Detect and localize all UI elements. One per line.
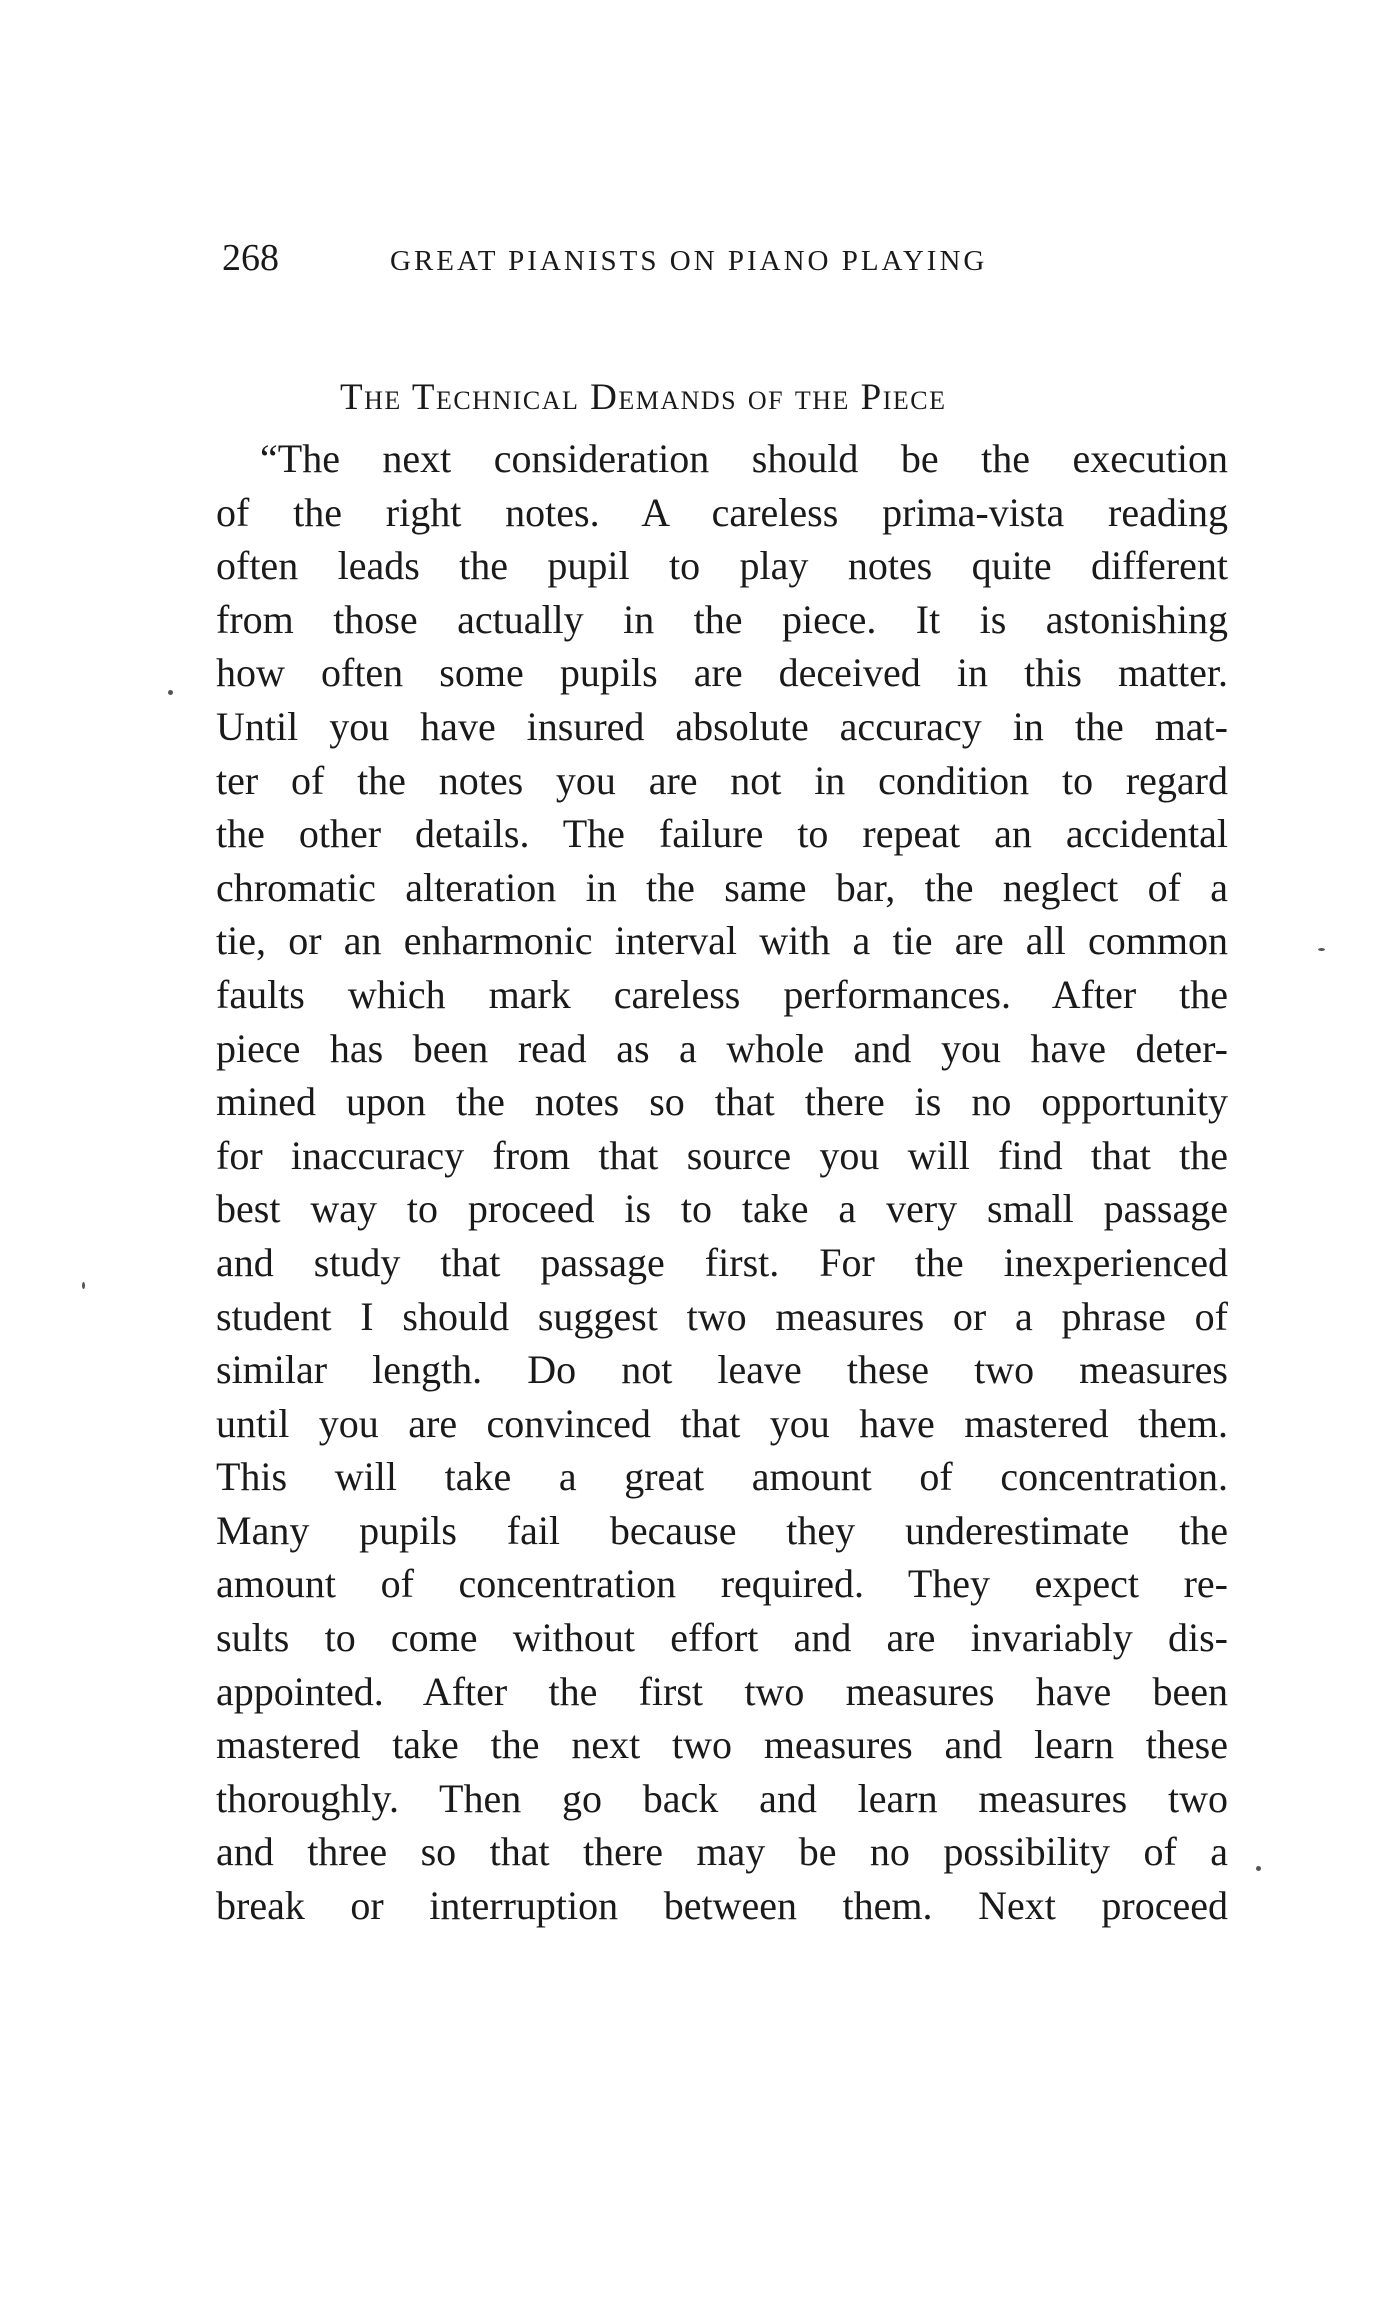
page-number: 268 [222,237,279,279]
body-line: and study that passage first. For the inexperienced [216,1239,1228,1285]
body-line: “The next consideration should be the execution [260,436,1228,481]
body-line: of the right notes. A careless prima-vista reading [216,489,1228,535]
body-line: and three so that there may be no possibility of a [216,1829,1228,1875]
body-line: faults which mark careless performances. After the [216,971,1228,1017]
body-line: how often some pupils are deceived in this matter. [216,650,1228,696]
body-line: Many pupils fail because they underestimate the [216,1507,1228,1553]
body-line: student I should suggest two measures or a phrase of [216,1293,1228,1339]
body-line: amount of concentration required. They expect re- [216,1561,1228,1607]
body-line: chromatic alteration in the same bar, the neglect of a [216,864,1228,910]
body-line: mined upon the notes so that there is no opportunity [216,1079,1228,1125]
body-line: sults to come without effort and are invariably dis- [216,1615,1228,1661]
body-line: best way to proceed is to take a very small passage [216,1186,1228,1232]
body-paragraph [216,432,1228,1933]
body-line: mastered take the next two measures and learn these [216,1722,1228,1768]
body-line: tie, or an enharmonic interval with a tie are all common [216,918,1228,964]
body-line: Until you have insured absolute accuracy in the mat- [216,703,1228,749]
scan-speck [1256,1866,1261,1871]
running-header [222,232,1232,292]
running-title: GREAT PIANISTS ON PIANO PLAYING [390,245,988,277]
body-line: break or interruption between them. Next proceed [216,1883,1228,1929]
scan-speck [168,690,173,695]
body-line: from those actually in the piece. It is astonishing [216,596,1228,642]
body-line: ter of the notes you are not in condition to regard [216,757,1228,803]
body-line: appointed. After the first two measures have been [216,1668,1228,1714]
body-line: often leads the pupil to play notes quite different [216,543,1228,589]
body-line: piece has been read as a whole and you have deter- [216,1025,1228,1071]
body-line: This will take a great amount of concentration. [216,1454,1228,1500]
body-line: the other details. The failure to repeat an accidental [216,811,1228,857]
body-line: for inaccuracy from that source you will find that the [216,1132,1228,1178]
body-line: thoroughly. Then go back and learn measures two [216,1775,1228,1821]
body-line: until you are convinced that you have mastered them. [216,1400,1228,1446]
scan-speck [82,1282,85,1289]
scan-speck [1318,948,1325,951]
body-line: similar length. Do not leave these two measures [216,1347,1228,1393]
section-heading: The Technical Demands of the Piece [340,377,947,418]
